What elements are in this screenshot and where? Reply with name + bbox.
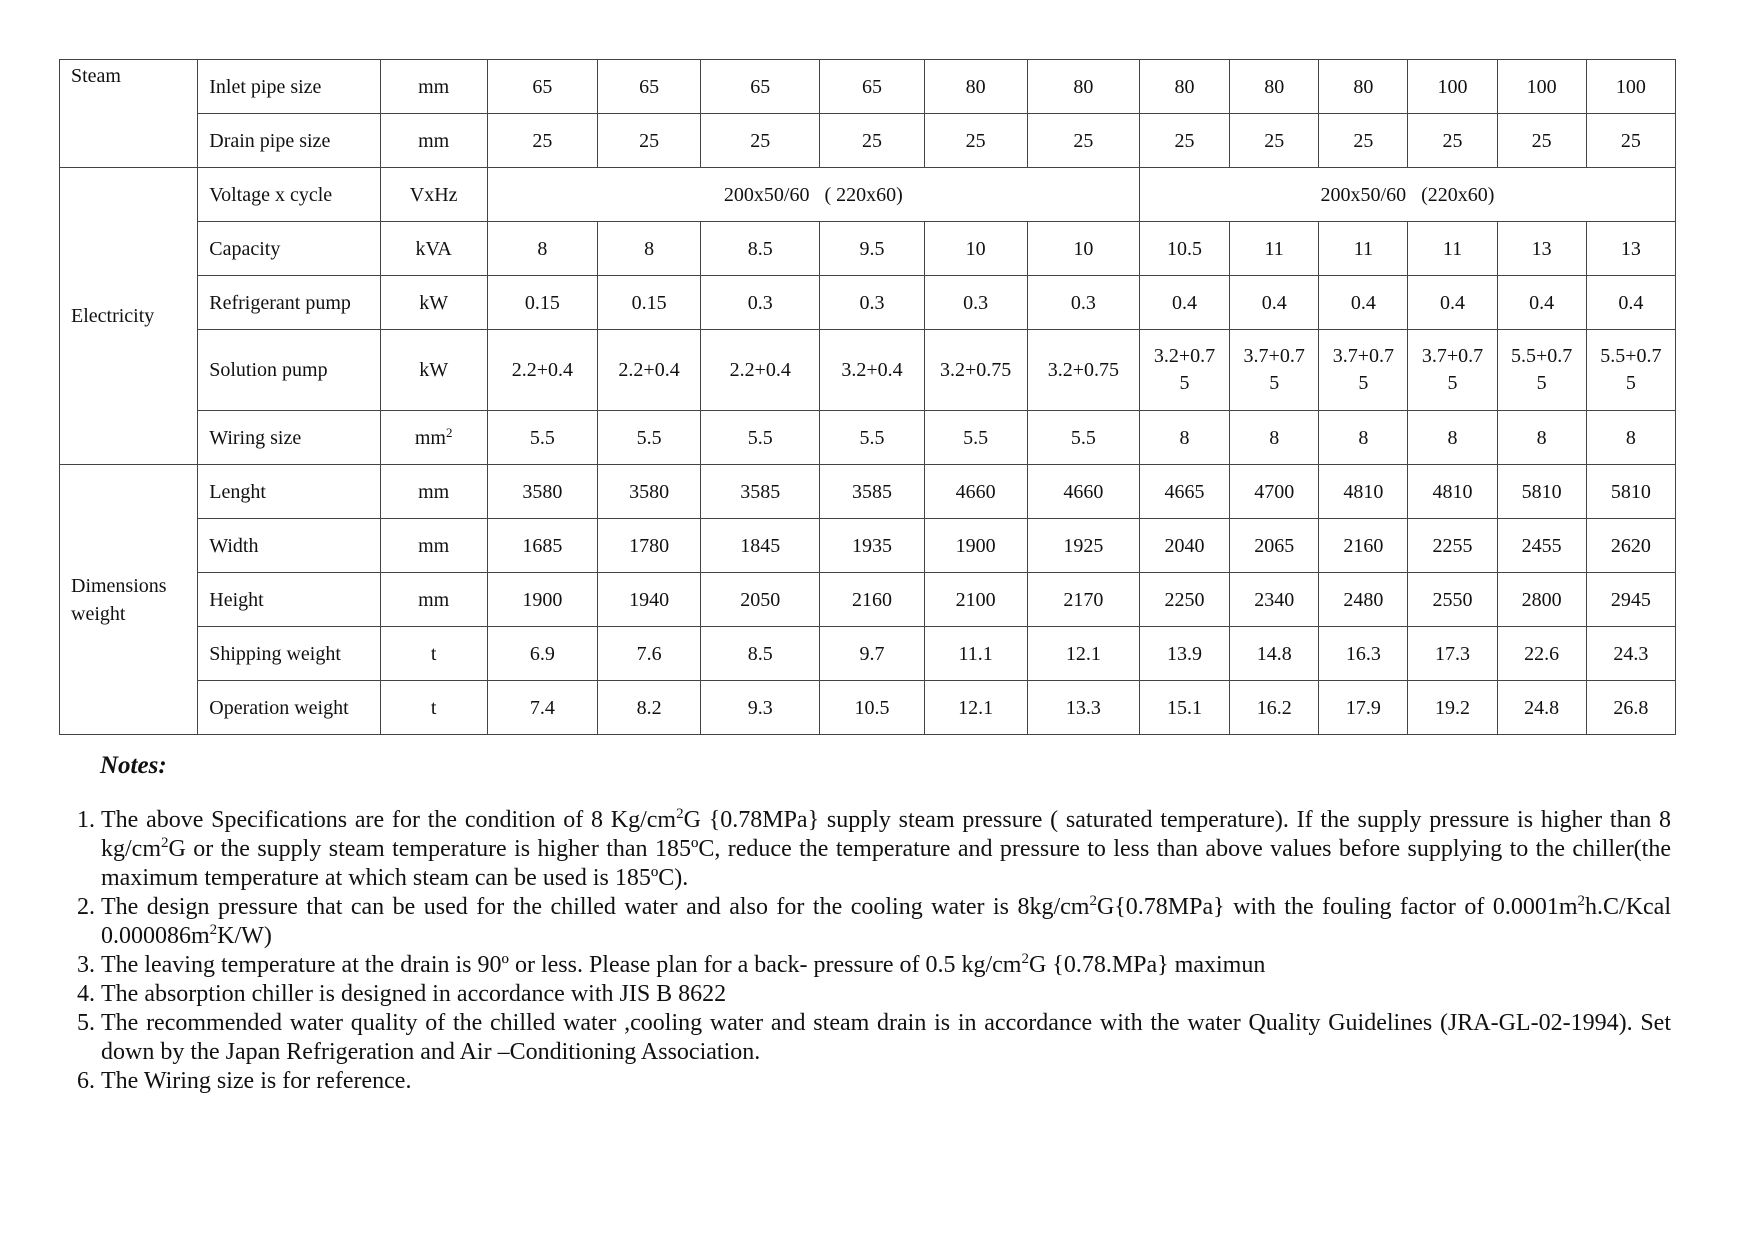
table-cell: 2170	[1027, 573, 1139, 627]
table-row	[60, 411, 1676, 465]
table-cell: 5.5+0.7 5	[1586, 330, 1675, 411]
table-cell: 8.5	[701, 222, 820, 276]
table-cell: 3.7+0.7 5	[1230, 330, 1319, 411]
table-cell: 8	[1230, 411, 1319, 465]
table-cell: 2.2+0.4	[597, 330, 700, 411]
table-cell: 2455	[1497, 519, 1586, 573]
table-cell: 8	[1586, 411, 1675, 465]
table-cell: 5810	[1497, 465, 1586, 519]
table-cell: 8	[1408, 411, 1497, 465]
table-cell: 0.3	[924, 276, 1027, 330]
table-row	[60, 519, 1676, 573]
row-label: Width	[198, 519, 380, 573]
table-cell: 10.5	[1139, 222, 1229, 276]
table-cell: 0.3	[1027, 276, 1139, 330]
row-unit: $mm^2$	[380, 411, 487, 465]
table-cell: 5.5	[701, 411, 820, 465]
table-cell: 14.8	[1230, 627, 1319, 681]
table-cell: 5.5	[924, 411, 1027, 465]
table-cell: 5.5	[820, 411, 924, 465]
table-cell: 9.5	[820, 222, 924, 276]
table-cell: 100	[1586, 60, 1675, 114]
table-cell: 10.5	[820, 681, 924, 735]
table-cell: 0.15	[597, 276, 700, 330]
table-row	[60, 114, 1676, 168]
table-cell: 1780	[597, 519, 700, 573]
table-cell: 2945	[1586, 573, 1675, 627]
table-cell: 24.3	[1586, 627, 1675, 681]
table-cell: 0.15	[487, 276, 597, 330]
table-row	[60, 627, 1676, 681]
table-cell: 80	[1319, 60, 1408, 114]
table-cell: 80	[1139, 60, 1229, 114]
table-cell: 1940	[597, 573, 700, 627]
table-cell: 1925	[1027, 519, 1139, 573]
table-cell: 12.1	[924, 681, 1027, 735]
table-cell: 25	[1027, 114, 1139, 168]
table-cell: 3.2+0.75	[1027, 330, 1139, 411]
table-cell: 8	[1497, 411, 1586, 465]
row-label: Operation weight	[198, 681, 380, 735]
table-cell: 3.7+0.7 5	[1319, 330, 1408, 411]
row-label: Lenght	[198, 465, 380, 519]
table-cell: 2160	[820, 573, 924, 627]
table-cell: 2160	[1319, 519, 1408, 573]
table-cell: 22.6	[1497, 627, 1586, 681]
row-unit: t	[380, 681, 487, 735]
table-cell: 2050	[701, 573, 820, 627]
row-unit: VxHz	[380, 168, 487, 222]
note-item: 1. The above Specifications are for the condition of 8 $Kg/cm^2G$ {0.78MPa} supply steam pressure ( saturated temperature). If the supply pressure is higher than 8 $kg/cm^2G$ or the supply steam temperature is higher than 185ºC, reduce the temperature and pressure to less than above values before supplying to the chiller(the maximum temperature at which steam can be used is 185ºC).	[101, 806, 1671, 893]
row-unit: mm	[380, 465, 487, 519]
table-cell: 80	[1027, 60, 1139, 114]
table-cell: 65	[701, 60, 820, 114]
table-cell: 25	[1230, 114, 1319, 168]
table-cell: 2255	[1408, 519, 1497, 573]
table-cell: 1845	[701, 519, 820, 573]
row-unit: mm	[380, 114, 487, 168]
table-cell: 25	[1408, 114, 1497, 168]
table-cell: 2800	[1497, 573, 1586, 627]
table-cell: 1900	[487, 573, 597, 627]
table-cell: 4700	[1230, 465, 1319, 519]
note-item: 6. The Wiring size is for reference.	[101, 1067, 1671, 1096]
table-cell: 5810	[1586, 465, 1675, 519]
table-cell: 3580	[487, 465, 597, 519]
spec-table	[59, 59, 1676, 735]
table-cell: 26.8	[1586, 681, 1675, 735]
table-row	[60, 681, 1676, 735]
table-cell: 0.4	[1139, 276, 1229, 330]
table-cell: 2040	[1139, 519, 1229, 573]
row-label: Voltage x cycle	[198, 168, 380, 222]
group-dimensions-weight: Dimensions weight	[60, 465, 198, 735]
table-cell: 2100	[924, 573, 1027, 627]
table-cell: 1685	[487, 519, 597, 573]
table-cell: 3.2+0.7 5	[1139, 330, 1229, 411]
table-cell: 2250	[1139, 573, 1229, 627]
table-cell: 16.2	[1230, 681, 1319, 735]
table-cell: 4660	[924, 465, 1027, 519]
row-unit: kW	[380, 276, 487, 330]
table-cell: 24.8	[1497, 681, 1586, 735]
table-cell: 13.3	[1027, 681, 1139, 735]
table-cell: 6.9	[487, 627, 597, 681]
table-cell: 65	[487, 60, 597, 114]
table-cell: 11.1	[924, 627, 1027, 681]
table-cell: 8.5	[701, 627, 820, 681]
table-cell: 25	[487, 114, 597, 168]
table-cell: 3580	[597, 465, 700, 519]
row-unit: mm	[380, 519, 487, 573]
table-cell: 2340	[1230, 573, 1319, 627]
table-cell: 19.2	[1408, 681, 1497, 735]
table-row	[60, 276, 1676, 330]
table-cell: 3.2+0.4	[820, 330, 924, 411]
table-cell: 100	[1497, 60, 1586, 114]
table-cell: 80	[1230, 60, 1319, 114]
table-cell: 2550	[1408, 573, 1497, 627]
table-cell: 0.4	[1230, 276, 1319, 330]
table-cell: 7.4	[487, 681, 597, 735]
table-cell: 11	[1230, 222, 1319, 276]
table-cell: 8	[487, 222, 597, 276]
notes-list	[59, 806, 1671, 1096]
note-item: 3. The leaving temperature at the drain is 90º or less. Please plan for a back- pressure of 0.5 $kg/cm^2G$ {0.78.MPa} maximun	[101, 951, 1671, 980]
table-cell: 9.3	[701, 681, 820, 735]
voltage-span-cell: 200x50/60 ( 220x60)	[487, 168, 1139, 222]
table-cell: 4665	[1139, 465, 1229, 519]
table-cell: 2.2+0.4	[487, 330, 597, 411]
note-item: 4. The absorption chiller is designed in accordance with JIS B 8622	[101, 980, 1671, 1009]
table-row	[60, 222, 1676, 276]
table-cell: 0.4	[1497, 276, 1586, 330]
table-cell: 0.4	[1586, 276, 1675, 330]
table-cell: 25	[597, 114, 700, 168]
group-electricity: Electricity	[60, 168, 198, 465]
row-label: Capacity	[198, 222, 380, 276]
table-cell: 25	[820, 114, 924, 168]
table-row	[60, 465, 1676, 519]
table-cell: 8	[1319, 411, 1408, 465]
row-label: Refrigerant pump	[198, 276, 380, 330]
table-cell: 9.7	[820, 627, 924, 681]
table-cell: 4810	[1319, 465, 1408, 519]
table-cell: 8.2	[597, 681, 700, 735]
table-cell: 17.9	[1319, 681, 1408, 735]
table-cell: 5.5	[597, 411, 700, 465]
note-item: 2. The design pressure that can be used for the chilled water and also for the cooling water is $8kg/cm^2G\{0.78MPa\}$ with the fouling factor of $0.0001m^2h.C$/Kcal $0.000086m^2K/W$)	[101, 893, 1671, 951]
table-cell: 65	[597, 60, 700, 114]
table-cell: 0.4	[1319, 276, 1408, 330]
table-cell: 11	[1408, 222, 1497, 276]
table-row	[60, 573, 1676, 627]
row-label: Solution pump	[198, 330, 380, 411]
group-steam: Steam	[60, 60, 198, 168]
table-cell: 13	[1497, 222, 1586, 276]
table-cell: 25	[1319, 114, 1408, 168]
note-item: 5. The recommended water quality of the chilled water ,cooling water and steam drain is in accordance with the water Quality Guidelines (JRA-GL-02-1994). Set down by the Japan Refrigeration and Air –Conditioning Association.	[101, 1009, 1671, 1067]
table-cell: 100	[1408, 60, 1497, 114]
table-cell: 10	[1027, 222, 1139, 276]
table-cell: 0.4	[1408, 276, 1497, 330]
table-cell: 13	[1586, 222, 1675, 276]
table-cell: 25	[1586, 114, 1675, 168]
table-cell: 2620	[1586, 519, 1675, 573]
row-unit: t	[380, 627, 487, 681]
table-cell: 3.2+0.75	[924, 330, 1027, 411]
table-cell: 1935	[820, 519, 924, 573]
spec-table-body	[60, 60, 1676, 735]
table-cell: 8	[1139, 411, 1229, 465]
table-cell: 15.1	[1139, 681, 1229, 735]
row-label: Wiring size	[198, 411, 380, 465]
row-unit: kVA	[380, 222, 487, 276]
table-cell: 8	[597, 222, 700, 276]
table-row	[60, 168, 1676, 222]
table-cell: 2065	[1230, 519, 1319, 573]
table-cell: 25	[924, 114, 1027, 168]
table-cell: 0.3	[820, 276, 924, 330]
row-label: Inlet pipe size	[198, 60, 380, 114]
table-cell: 25	[1497, 114, 1586, 168]
table-cell: 10	[924, 222, 1027, 276]
row-unit: mm	[380, 60, 487, 114]
table-cell: 3585	[820, 465, 924, 519]
table-cell: 65	[820, 60, 924, 114]
table-cell: 3585	[701, 465, 820, 519]
row-label: Drain pipe size	[198, 114, 380, 168]
table-cell: 80	[924, 60, 1027, 114]
table-cell: 16.3	[1319, 627, 1408, 681]
row-unit: kW	[380, 330, 487, 411]
voltage-span-cell: 200x50/60 (220x60)	[1139, 168, 1675, 222]
table-cell: 0.3	[701, 276, 820, 330]
table-cell: 3.7+0.7 5	[1408, 330, 1497, 411]
table-cell: 12.1	[1027, 627, 1139, 681]
table-cell: 13.9	[1139, 627, 1229, 681]
table-cell: 1900	[924, 519, 1027, 573]
table-row	[60, 330, 1676, 411]
table-cell: 5.5	[1027, 411, 1139, 465]
table-cell: 2.2+0.4	[701, 330, 820, 411]
row-label: Height	[198, 573, 380, 627]
table-cell: 5.5+0.7 5	[1497, 330, 1586, 411]
table-cell: 7.6	[597, 627, 700, 681]
table-cell: 25	[701, 114, 820, 168]
table-cell: 4660	[1027, 465, 1139, 519]
table-row	[60, 60, 1676, 114]
table-cell: 17.3	[1408, 627, 1497, 681]
table-cell: 11	[1319, 222, 1408, 276]
row-unit: mm	[380, 573, 487, 627]
table-cell: 25	[1139, 114, 1229, 168]
table-cell: 4810	[1408, 465, 1497, 519]
table-cell: 2480	[1319, 573, 1408, 627]
notes-heading: Notes:	[100, 752, 167, 779]
row-label: Shipping weight	[198, 627, 380, 681]
table-cell: 5.5	[487, 411, 597, 465]
